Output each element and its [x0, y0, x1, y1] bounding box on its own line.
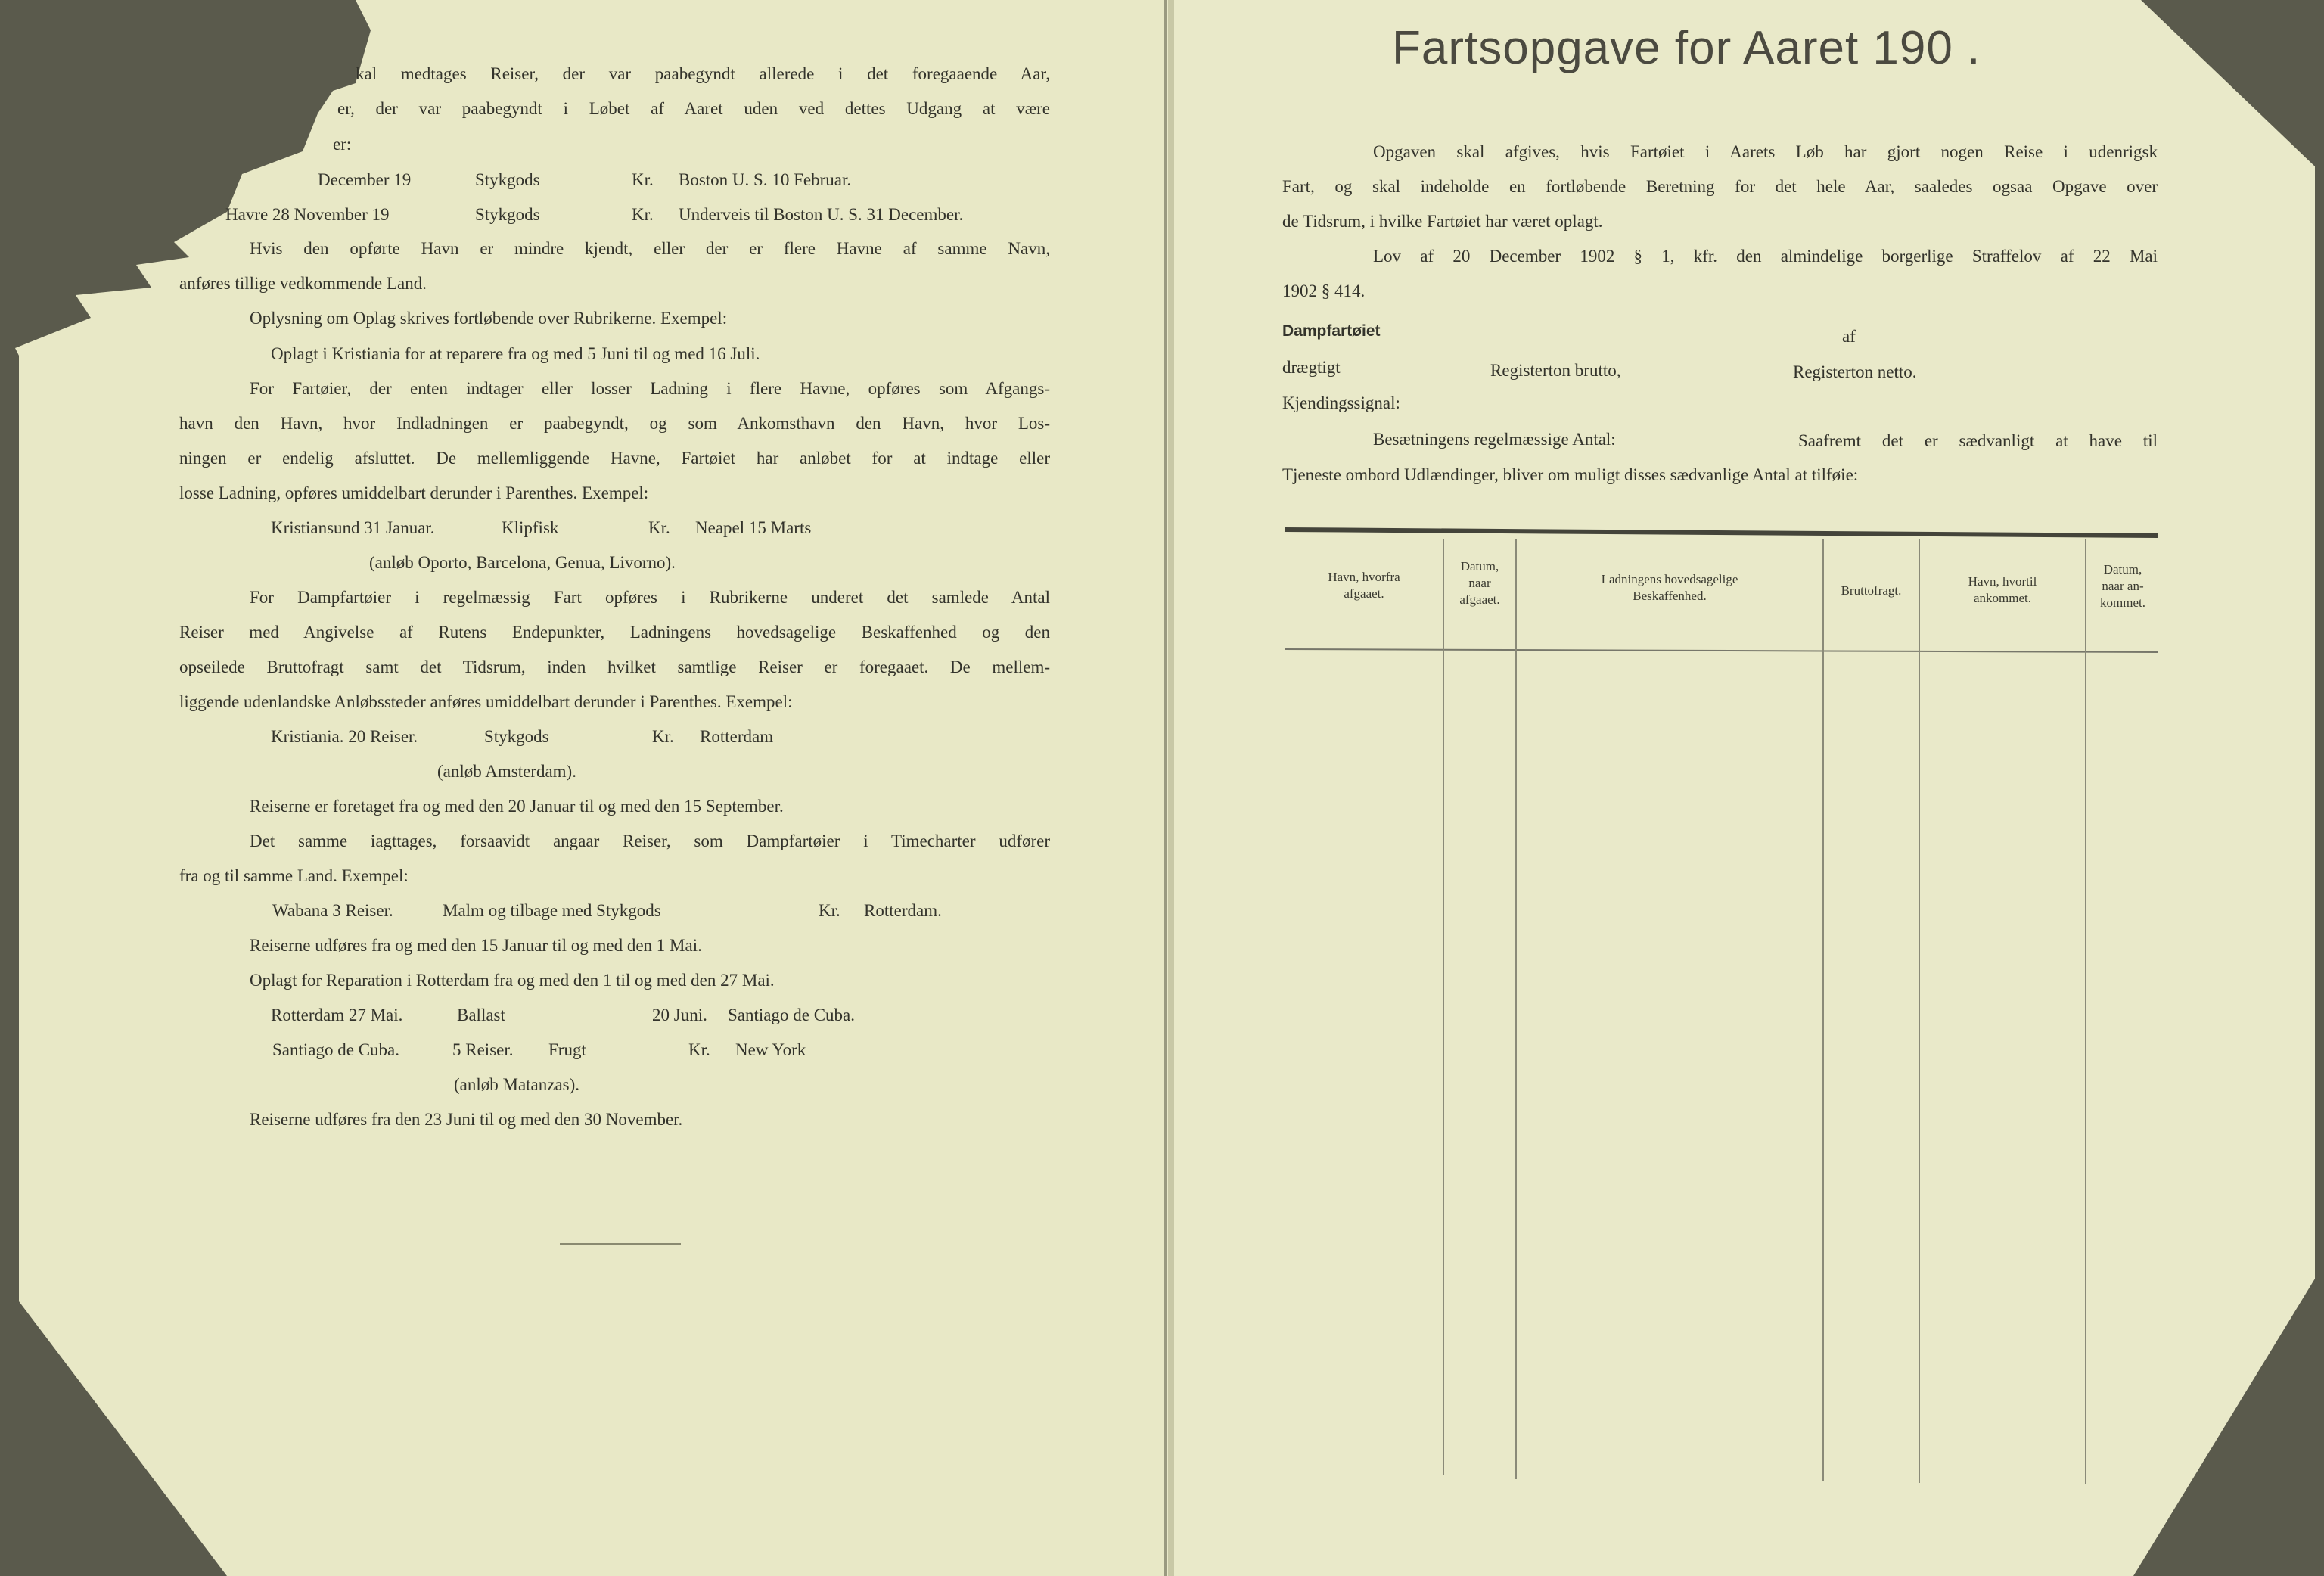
ex4-ports: (anløb Amsterdam).	[437, 762, 576, 781]
ex4-kr: Kr.	[652, 727, 674, 746]
ex6-origin: Rotterdam 27 Mai.	[271, 1006, 403, 1024]
ex3-origin: Kristiansund 31 Januar.	[271, 518, 435, 537]
left-page-paper	[15, 0, 1165, 1576]
ex3-ports: (anløb Oporto, Barcelona, Genua, Livorno).	[369, 553, 676, 572]
ex2-cargo: Stykgods	[475, 205, 540, 224]
ex5-kr: Kr.	[819, 901, 840, 920]
ex3-cargo: Klipfisk	[502, 518, 559, 537]
col-header-departure-date: Datum, naar afgaaet.	[1459, 559, 1500, 607]
ex7-origin: Santiago de Cuba.	[272, 1040, 399, 1059]
left-line-14: Oplysning om Oplag skrives fortløbende over Rubrikerne. Exempel:	[250, 309, 728, 328]
form-title: Fartsopgave for Aaret 190 .	[1392, 22, 1981, 74]
ex2-dest: Underveis til Boston U. S. 31 December.	[679, 205, 964, 224]
right-page-paper	[1165, 0, 2315, 1576]
signal-label: Kjendingssignal:	[1282, 393, 1400, 412]
ex6-dest: Santiago de Cuba.	[728, 1006, 855, 1024]
ex6-cargo: Ballast	[457, 1006, 505, 1024]
ex7-ports: (anløb Matanzas).	[454, 1075, 580, 1094]
left-line-26: Reiser med Angivelse af Rutens Endepunkter, Ladningens hovedsagelige Beskaffenhed og den	[179, 623, 1050, 642]
left-line-41: Reiserne udføres fra og med den 15 Januar til og med den 1 Mai.	[250, 936, 702, 955]
af-label: af	[1842, 327, 1856, 346]
ex4-cargo: Stykgods	[484, 727, 549, 746]
ex1-kr: Kr.	[632, 170, 654, 189]
brutto-label: Registerton brutto,	[1490, 361, 1621, 380]
left-line-12: Hvis den opførte Havn er mindre kjendt, eller der er flere Havne af samme Navn,	[250, 239, 1050, 258]
draegtigt-label: drægtigt	[1282, 358, 1341, 377]
left-line-18: ningen er endelig afsluttet. De mellemliggende Havne, Fartøiet har anløbet for at indtage eller	[179, 449, 1050, 468]
ex7-cargo: Frugt	[548, 1040, 586, 1059]
ex5-dest: Rotterdam.	[864, 901, 942, 920]
ex3-dest: Neapel 15 Marts	[695, 518, 812, 537]
left-line-3: er:	[333, 135, 352, 154]
ex4-origin: Kristiania. 20 Reiser.	[271, 727, 418, 746]
left-line-19: losse Ladning, opføres umiddelbart derunder i Parenthes. Exempel:	[179, 483, 649, 502]
col-header-arrival-date: Datum, naar an- kommet.	[2100, 562, 2145, 610]
col-header-arrival-port: Havn, hvortil ankommet.	[1968, 574, 2037, 605]
left-line-17: havn den Havn, hvor Indladningen er paabegyndt, og som Ankomsthavn den Havn, hvor Los-	[179, 414, 1050, 433]
ex7-kr: Kr.	[688, 1040, 710, 1059]
ex5-origin: Wabana 3 Reiser.	[272, 901, 393, 920]
left-line-13: anføres tillige vedkommende Land.	[179, 274, 427, 293]
ex1-cargo: Stykgods	[475, 170, 540, 189]
left-line-15: Oplagt i Kristiania for at reparere fra og med 5 Juni til og med 16 Juli.	[271, 344, 760, 363]
ex6-date: 20 Juni.	[652, 1006, 707, 1024]
ex2-date: Havre 28 November 19	[225, 205, 390, 224]
left-line-36: fra og til samme Land. Exempel:	[179, 866, 409, 885]
crew-label: Besætningens regelmæssige Antal:	[1373, 430, 1616, 449]
intro-line-1: Opgaven skal afgives, hvis Fartøiet i Aarets Løb har gjort nogen Reise i udenrigsk	[1373, 142, 2158, 161]
ex1-dest: Boston U. S. 10 Februar.	[679, 170, 852, 189]
ex2-kr: Kr.	[632, 205, 654, 224]
col-header-departure-port: Havn, hvorfra afgaaet.	[1328, 570, 1400, 601]
left-line-16: For Fartøier, der enten indtager eller losser Ladning i flere Havne, opføres som Afgangs-	[250, 379, 1050, 398]
crew-note-2: Tjeneste ombord Udlændinger, bliver om muligt disses sædvanlige Antal at tilføie:	[1282, 465, 1859, 484]
left-line-25: For Dampfartøier i regelmæssig Fart opføres i Rubrikerne underet det samlede Antal	[250, 588, 1050, 607]
left-line-34: Reiserne er foretaget fra og med den 20 Januar til og med den 15 September.	[250, 797, 784, 816]
col-header-gross-freight: Bruttofragt.	[1841, 583, 1902, 598]
ex1-date: December 19	[318, 170, 412, 189]
ex5-cargo: Malm og tilbage med Stykgods	[443, 901, 661, 920]
col-header-cargo: Ladningens hovedsagelige Beskaffenhed.	[1601, 572, 1738, 603]
ex3-kr: Kr.	[648, 518, 670, 537]
left-line-35: Det samme iagttages, forsaavidt angaar Reiser, som Dampfartøier i Timecharter udfører	[250, 832, 1050, 850]
left-line-53: Reiserne udføres fra den 23 Juni til og med den 30 November.	[250, 1110, 683, 1129]
left-line-27: opseilede Bruttofragt samt det Tidsrum, inden hvilket samtlige Reiser er foregaaet. De mellem-	[179, 657, 1050, 676]
left-line-42: Oplagt for Reparation i Rotterdam fra og med den 1 til og med den 27 Mai.	[250, 971, 775, 990]
intro-line-4: Lov af 20 December 1902 § 1, kfr. den almindelige borgerlige Straffelov af 22 Mai	[1373, 247, 2158, 266]
left-line-2: er, der var paabegyndt i Løbet af Aaret uden ved dettes Udgang at være	[337, 99, 1050, 118]
intro-line-2: Fart, og skal indeholde en fortløbende Beretning for det hele Aar, saaledes ogsaa Opgave over	[1282, 177, 2158, 196]
ex7-trips: 5 Reiser.	[452, 1040, 514, 1059]
netto-label: Registerton netto.	[1793, 362, 1917, 381]
vessel-label: Dampfartøiet	[1282, 322, 1381, 340]
crew-note-1: Saafremt det er sædvanligt at have til	[1798, 431, 2158, 450]
intro-line-3: de Tidsrum, i hvilke Fartøiet har været oplagt.	[1282, 212, 1603, 231]
ex4-dest: Rotterdam	[700, 727, 774, 746]
intro-line-5: 1902 § 414.	[1282, 281, 1366, 300]
ex7-dest: New York	[735, 1040, 806, 1059]
left-line-1: kal medtages Reiser, der var paabegyndt allerede i det foregaaende Aar,	[356, 64, 1050, 83]
left-line-28: liggende udenlandske Anløbssteder anføres umiddelbart derunder i Parenthes. Exempel:	[179, 692, 793, 711]
